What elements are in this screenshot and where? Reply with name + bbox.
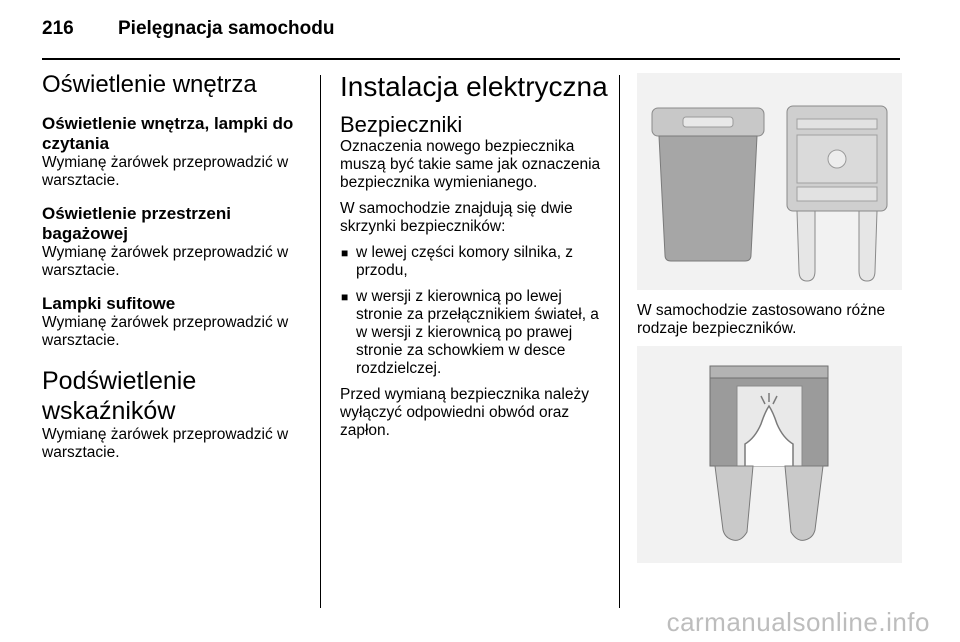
maxi-fuse-illustration xyxy=(637,346,902,563)
column-divider-1 xyxy=(320,75,321,608)
column-divider-2 xyxy=(619,75,620,608)
section-title-interior-lighting: Oświetlenie wnętrza xyxy=(42,71,257,98)
subsection-title-reading-lamps: Oświetlenie wnętrza, lampki do czytania xyxy=(42,114,294,153)
header-rule xyxy=(42,58,900,60)
figure-caption: W samochodzie zastosowano różne rodzaje bezpieczników. xyxy=(637,302,886,337)
column-interior-lighting xyxy=(42,70,310,462)
subsection-title-luggage-lighting: Oświetlenie przestrzeni bagażowej xyxy=(42,204,231,243)
page-number: 216 xyxy=(42,18,74,39)
bullet-icon: ■ xyxy=(341,246,349,260)
paragraph-instrument-illumination: Wymianę żarówek przeprowadzić w warsztacie. xyxy=(42,426,289,461)
bullet-icon: ■ xyxy=(341,290,349,304)
subsection-title-fuses: Bezpieczniki xyxy=(340,112,463,137)
paragraph-fuse-boxes: W samochodzie znajdują się dwie skrzynki bezpieczników: xyxy=(340,200,573,235)
column-electrical-system xyxy=(340,70,608,440)
subsection-title-ceiling-lamps: Lampki sufitowe xyxy=(42,294,176,313)
section-title-electrical-system: Instalacja elektryczna xyxy=(340,71,608,102)
list-item: ■ w wersji z kierownicą po lewej stronie za przełącznikiem świateł, a w wersji z kierownicą po prawej stronie za schowkiem w desce rozdzielczej. xyxy=(341,288,599,377)
maxi-fuse-icon xyxy=(637,346,902,563)
list-item: ■ w lewej części komory silnika, z przodu, xyxy=(341,244,574,279)
paragraph-fuse-markings: Oznaczenia nowego bezpiecznika muszą być takie same jak oznaczenia bezpiecznika wymienianego. xyxy=(340,138,601,191)
column-fuse-figures xyxy=(637,70,902,563)
section-title-instrument-illumination: Podświetlenie wskaźników xyxy=(42,367,197,425)
paragraph-ceiling-lamps: Wymianę żarówek przeprowadzić w warsztacie. xyxy=(42,314,289,349)
paragraph-luggage-lighting: Wymianę żarówek przeprowadzić w warsztacie. xyxy=(42,244,289,279)
paragraph-reading-lamps: Wymianę żarówek przeprowadzić w warsztacie. xyxy=(42,154,289,189)
watermark: carmanualsonline.info xyxy=(666,607,930,637)
paragraph-before-replacing: Przed wymianą bezpiecznika należy wyłączyć odpowiedni obwód oraz zapłon. xyxy=(340,386,589,439)
fuse-types-illustration xyxy=(637,73,902,290)
running-title: Pielęgnacja samochodu xyxy=(118,18,335,39)
fuse-box-list xyxy=(340,244,608,378)
fuse-types-icon xyxy=(637,73,902,290)
